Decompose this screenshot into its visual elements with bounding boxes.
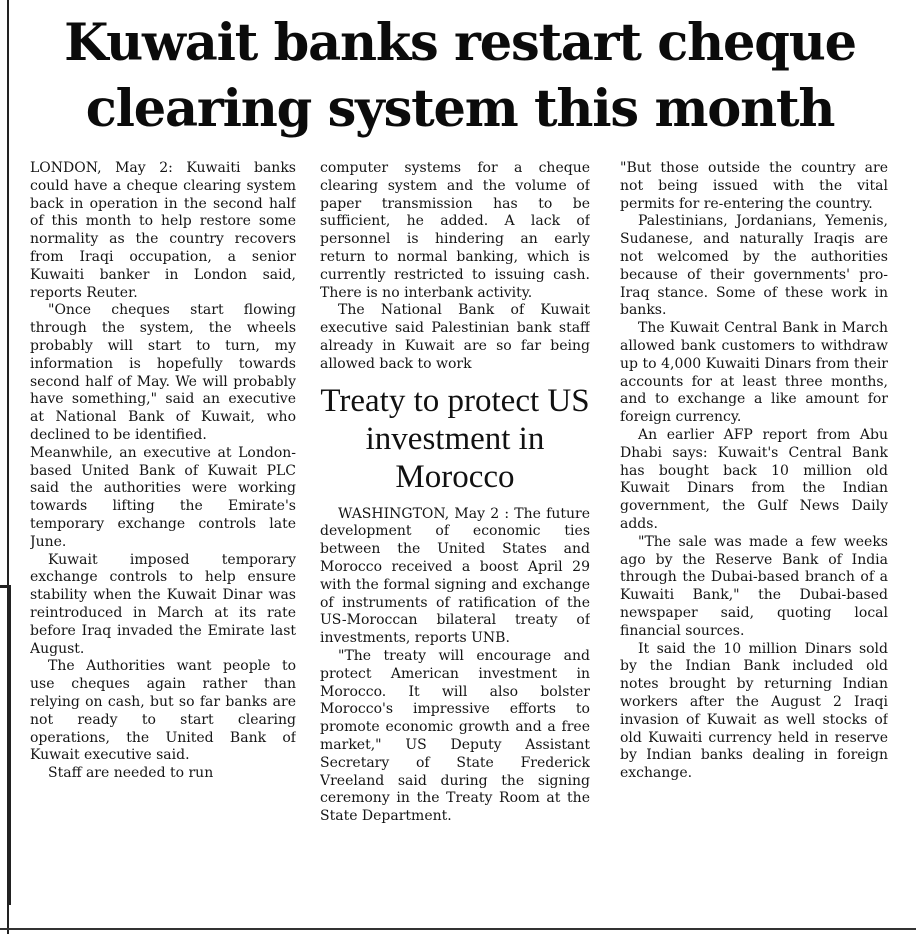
- paragraph: Meanwhile, an executive at London-based United Bank of Kuwait PLC said the authorities were working towards lifting the Emirate's temporary exchange controls late June.: [30, 444, 296, 550]
- paragraph: "The treaty will encourage and protect American investment in Morocco. It will also bolster Morocco's impressive efforts to promote economic growth and a free market," US Deputy Assistant Secretary of State Frederick Vreeland said during the signing ceremony in the Treaty Room at the State Department.: [320, 647, 590, 825]
- paragraph: "Once cheques start flowing through the system, the wheels probably will start to turn, my information is hopefully towards second half of May. We will probably have something," said an executive at National Bank of Kuwait, who declined to be identified.: [30, 302, 296, 443]
- paragraph: Palestinians, Jordanians, Yemenis, Sudanese, and naturally Iraqis are not welcomed by the authorities because of their governments' pro-Iraq stance. Some of these work in banks.: [620, 213, 888, 319]
- bottom-rule: [0, 928, 916, 930]
- headline: Kuwait banks restart cheque clearing system this month: [64, 13, 856, 139]
- column-rule-left-lower: [9, 585, 11, 905]
- paragraph: It said the 10 million Dinars sold by the Indian Bank included old notes brought by returning Indian workers after the August 2 Iraqi invasion of Kuwait as well stocks of old Kuwaiti currency held in reserve by Indian banks dealing in foreign exchange.: [620, 640, 888, 782]
- column-3: [620, 160, 888, 926]
- paragraph: Kuwait imposed temporary exchange controls to help ensure stability when the Kuwait Dinar was reintroduced in March at its rate before Iraq invaded the Emirate last August.: [30, 551, 296, 657]
- paragraph: "The sale was made a few weeks ago by the Reserve Bank of India through the Dubai-based branch of a Kuwaiti Bank," the Dubai-based newspaper said, quoting local financial sources.: [620, 533, 888, 639]
- paragraph: The Authorities want people to use cheques again rather than relying on cash, but so far banks are not ready to start clearing operations, the United Bank of Kuwait executive said.: [30, 658, 296, 764]
- column-2: [320, 160, 590, 926]
- paragraph: LONDON, May 2: Kuwaiti banks could have a cheque clearing system back in operation in the second half of this month to help restore some normality as the country recovers from Iraqi occupation, a senior Kuwaiti banker in London said, reports Reuter.: [30, 160, 296, 301]
- paragraph: Staff are needed to run: [48, 765, 214, 782]
- subheadline: Treaty to protect US investment in Morocco: [320, 382, 590, 495]
- paragraph: computer systems for a cheque clearing system and the volume of paper transmission has to be sufficient, he added. A lack of personnel is hindering an early return to normal banking, which is currently restricted to issuing cash. There is no interbank activity.: [320, 160, 590, 301]
- paragraph: An earlier AFP report from Abu Dhabi says: Kuwait's Central Bank has bought back 10 million old Kuwait Dinars from the Indian government, the Gulf News Daily adds.: [620, 426, 888, 532]
- paragraph: WASHINGTON, May 2 : The future development of economic ties between the United States and Morocco received a boost April 29 with the formal signing and exchange of instruments of ratification of the US-Moroccan bilateral treaty of investments, reports UNB.: [320, 505, 590, 647]
- paragraph: The National Bank of Kuwait executive said Palestinian bank staff already in Kuwait are so far being allowed back to work: [320, 302, 590, 372]
- paragraph: The Kuwait Central Bank in March allowed bank customers to withdraw up to 4,000 Kuwaiti Dinars from their accounts for at least three months, and to exchange a like amount for foreign currency.: [620, 320, 888, 426]
- column-1: [30, 160, 296, 926]
- paragraph: "But those outside the country are not being issued with the vital permits for re-entering the country.: [620, 160, 888, 212]
